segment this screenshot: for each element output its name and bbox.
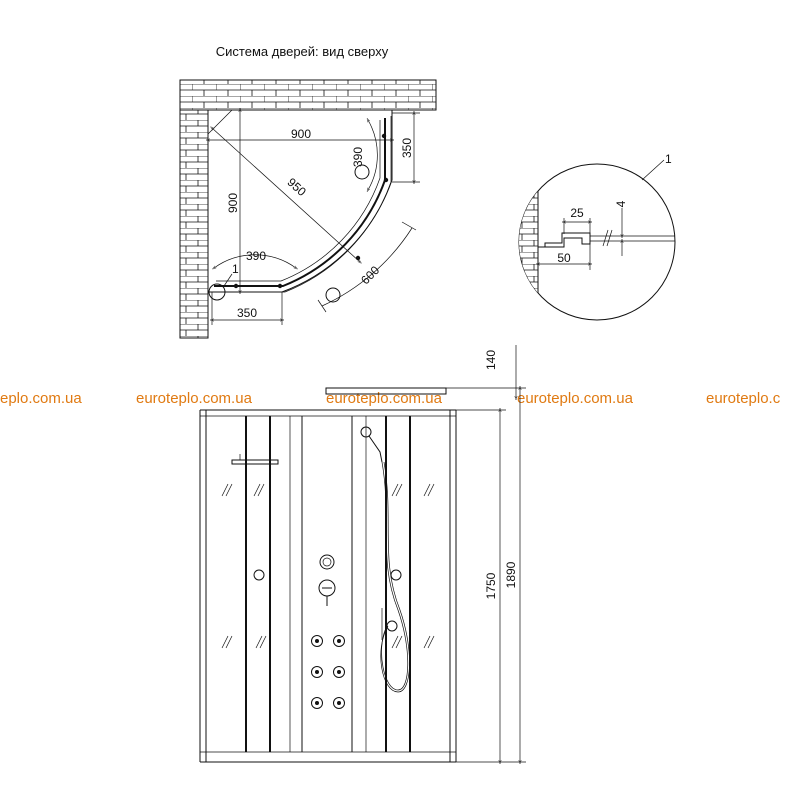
detail-ref: 1: [232, 262, 239, 276]
detail-circle: [519, 164, 675, 320]
dim-width: 900: [290, 127, 312, 141]
dim-depth: 900: [226, 192, 240, 214]
hand-shower-icon: [387, 621, 397, 631]
handle-icon: [326, 288, 340, 302]
roller-icon: [356, 256, 360, 260]
corner-chamfer: [208, 110, 232, 134]
detail-view: [510, 150, 676, 330]
shelf: [232, 460, 278, 464]
roller-icon: [382, 134, 386, 138]
dim-fixed-side: 350: [400, 137, 414, 159]
detail-dim-50: 50: [557, 251, 571, 265]
watermark-row: [0, 390, 781, 407]
dim-height-total: 1890: [504, 561, 518, 589]
dim-fixed-bottom: 350: [236, 306, 258, 320]
dim-door-arc: 600: [358, 263, 383, 288]
dim-height-inner: 1750: [484, 572, 498, 600]
watermark-text: euroteplo.c: [706, 390, 781, 407]
watermark-text: eplo.com.ua: [0, 390, 82, 407]
roller-icon: [384, 178, 388, 182]
watermark-text: euroteplo.com.ua: [517, 390, 633, 407]
detail-dim-25: 25: [570, 206, 584, 220]
watermark-text: euroteplo.com.ua: [136, 390, 252, 407]
dim-top: 140: [484, 349, 498, 371]
front-view: [200, 345, 526, 762]
dim-door-side: 390: [351, 146, 365, 168]
left-wall: [180, 110, 208, 338]
roller-icon: [278, 284, 282, 288]
top-wall: [180, 80, 436, 110]
dim-diagonal: 950: [284, 175, 309, 199]
massage-jets: [312, 636, 345, 709]
profile-section: [538, 233, 590, 247]
detail-wall: [510, 150, 538, 330]
door-handle-icon: [254, 570, 264, 580]
door-handle-icon: [391, 570, 401, 580]
detail-view-ref: 1: [665, 152, 672, 166]
plan-view: [180, 80, 436, 338]
roller-icon: [234, 284, 238, 288]
detail-dim-4: 4: [614, 200, 628, 208]
plan-title: Система дверей: вид сверху: [215, 44, 389, 59]
watermark-text: euroteplo.com.ua: [326, 390, 442, 407]
dim-door-bottom: 390: [245, 249, 267, 263]
diverter-knob-icon: [320, 555, 334, 569]
